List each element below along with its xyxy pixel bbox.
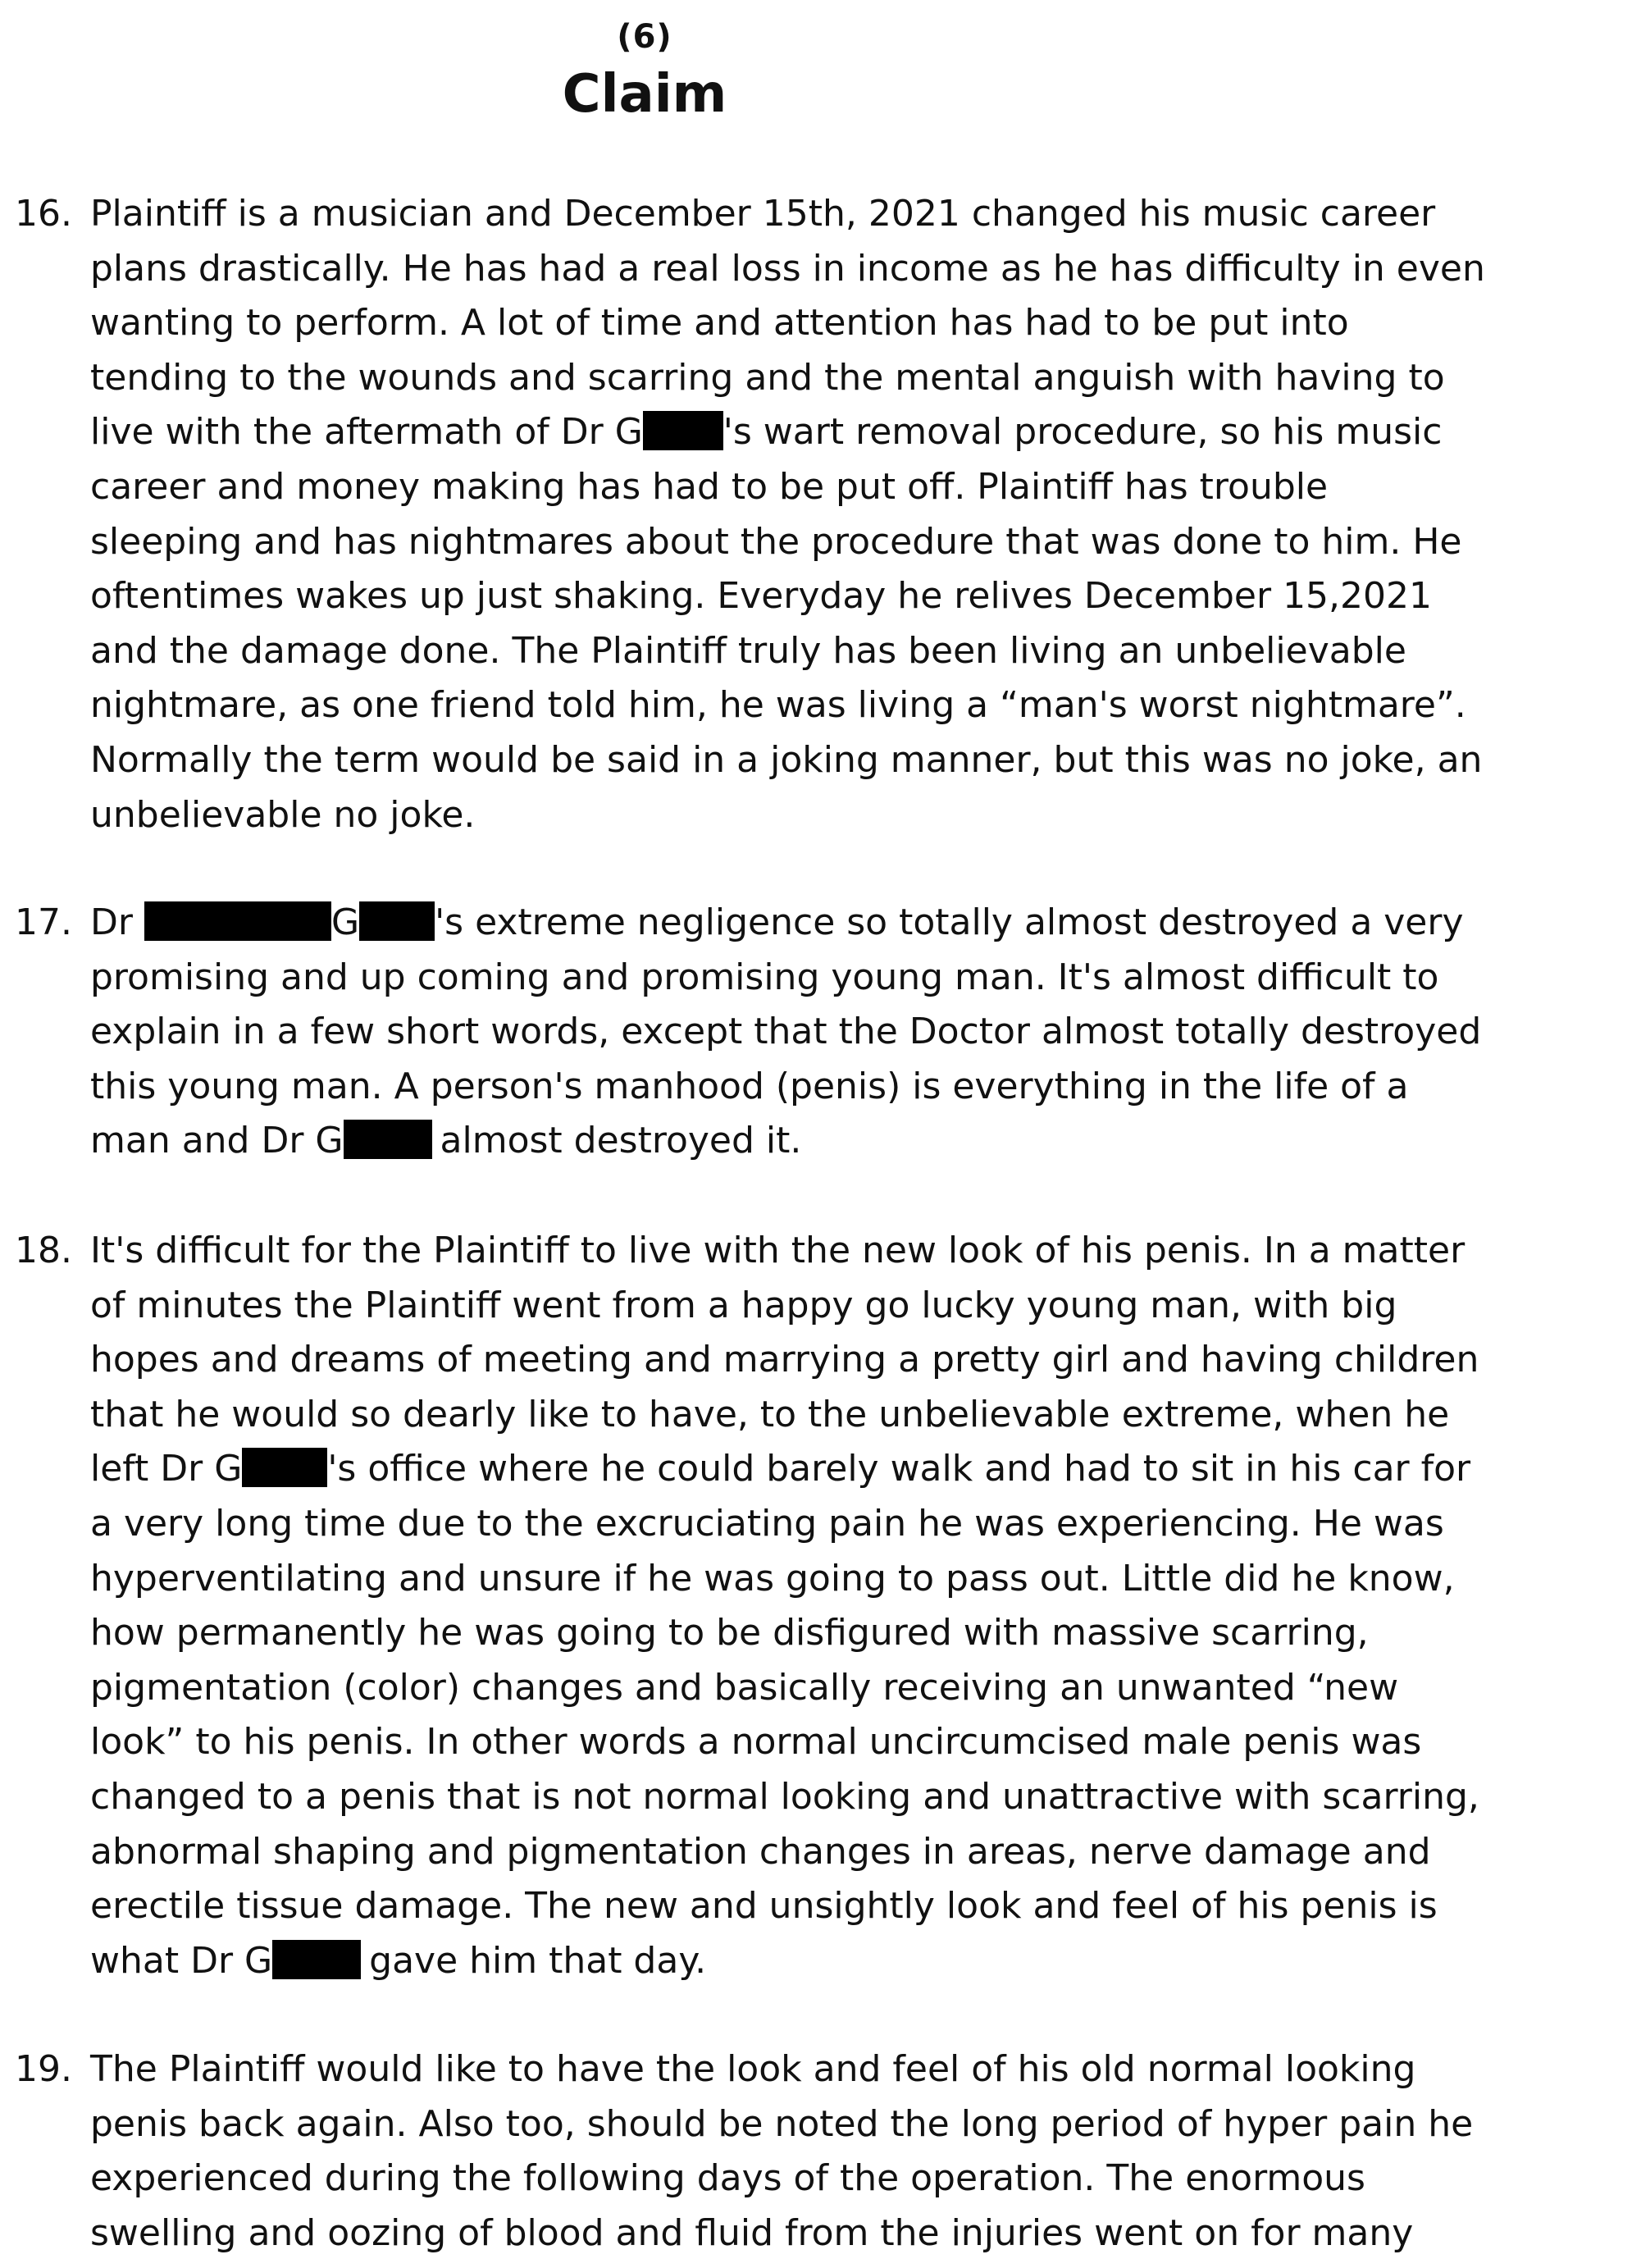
paragraph-body — [90, 896, 1622, 1169]
text-line: this young man. A person's manhood (penis) is everything in the life of a — [90, 1065, 1409, 1107]
text-line: a very long time due to the excruciating pain he was experiencing. He was — [90, 1502, 1444, 1545]
text-line: of minutes the Plaintiff went from a happy go lucky young man, with big — [90, 1284, 1397, 1326]
paragraph-number: 19. — [15, 2048, 72, 2090]
paragraph-number: 18. — [15, 1230, 72, 1271]
paragraph-16 — [15, 187, 1622, 842]
page-heading: Claim — [562, 64, 727, 125]
paragraph-19 — [15, 2042, 1622, 2261]
text-line: and the damage done. The Plaintiff truly has been living an unbelievable — [90, 629, 1406, 672]
paragraph-17 — [15, 896, 1622, 1169]
paragraph-body — [90, 1224, 1622, 1988]
text-line: look” to his penis. In other words a normal uncircumcised male penis was — [90, 1721, 1422, 1764]
redaction-bar — [344, 1120, 432, 1159]
text-line: man and Dr G almost destroyed it. — [90, 1120, 802, 1162]
text-line: how permanently he was going to be disfigured with massive scarring, — [90, 1612, 1369, 1654]
text-line: sleeping and has nightmares about the procedure that was done to him. He — [90, 520, 1462, 563]
text-line: nightmare, as one friend told him, he was living a “man's worst nightmare”. — [90, 684, 1466, 727]
text-line: The Plaintiff would like to have the look and feel of his old normal looking — [90, 2048, 1416, 2090]
redaction-bar — [359, 901, 435, 941]
text-line: plans drastically. He has had a real loss in income as he has difficulty in even — [90, 247, 1485, 290]
text-line: changed to a penis that is not normal looking and unattractive with scarring, — [90, 1775, 1479, 1818]
text-line: tending to the wounds and scarring and the mental anguish with having to — [90, 356, 1445, 399]
redaction-bar — [272, 1940, 361, 1979]
paragraph-body — [90, 187, 1622, 842]
page-number: (6) — [617, 18, 672, 56]
text-line: live with the aftermath of Dr G 's wart removal procedure, so his music — [90, 411, 1443, 454]
text-line: penis back again. Also too, should be noted the long period of hyper pain he — [90, 2102, 1474, 2145]
text-line: oftentimes wakes up just shaking. Everyday he relives December 15,2021 — [90, 575, 1433, 618]
redaction-bar — [242, 1448, 327, 1487]
text-line: career and money making has had to be put off. Plaintiff has trouble — [90, 465, 1329, 508]
text-line: hyperventilating and unsure if he was going to pass out. Little did he know, — [90, 1557, 1455, 1599]
text-line: promising and up coming and promising young man. It's almost difficult to — [90, 956, 1439, 998]
text-line: abnormal shaping and pigmentation changes in areas, nerve damage and — [90, 1830, 1431, 1873]
text-line: Normally the term would be said in a joking manner, but this was no joke, an — [90, 738, 1483, 781]
text-line: that he would so dearly like to have, to the unbelievable extreme, when he — [90, 1393, 1450, 1435]
text-line: It's difficult for the Plaintiff to live with the new look of his penis. In a matter — [90, 1230, 1466, 1271]
redaction-bar — [144, 901, 331, 941]
text-line: experienced during the following days of the operation. The enormous — [90, 2157, 1365, 2200]
text-line: Plaintiff is a musician and December 15th, 2021 changed his music career — [90, 193, 1436, 235]
text-line: Dr G 's extreme negligence so totally almost destroyed a very — [90, 901, 1464, 943]
redaction-bar — [643, 411, 723, 450]
text-line: hopes and dreams of meeting and marrying a pretty girl and having children — [90, 1339, 1479, 1381]
text-line: erectile tissue damage. The new and unsightly look and feel of his penis is — [90, 1885, 1438, 1928]
text-line: swelling and oozing of blood and fluid from the injuries went on for many — [90, 2211, 1414, 2254]
text-line: unbelievable no joke. — [90, 793, 476, 836]
text-line: pigmentation (color) changes and basically receiving an unwanted “new — [90, 1666, 1399, 1709]
text-line: left Dr G 's office where he could barely walk and had to sit in his car for — [90, 1448, 1471, 1490]
text-line: wanting to perform. A lot of time and attention has had to be put into — [90, 302, 1349, 345]
paragraph-18 — [15, 1224, 1622, 1988]
text-line: what Dr G gave him that day. — [90, 1939, 707, 1982]
paragraph-number: 16. — [15, 193, 72, 235]
paragraph-body — [90, 2042, 1622, 2261]
text-line: explain in a few short words, except that the Doctor almost totally destroyed — [90, 1011, 1482, 1053]
paragraph-number: 17. — [15, 901, 72, 943]
